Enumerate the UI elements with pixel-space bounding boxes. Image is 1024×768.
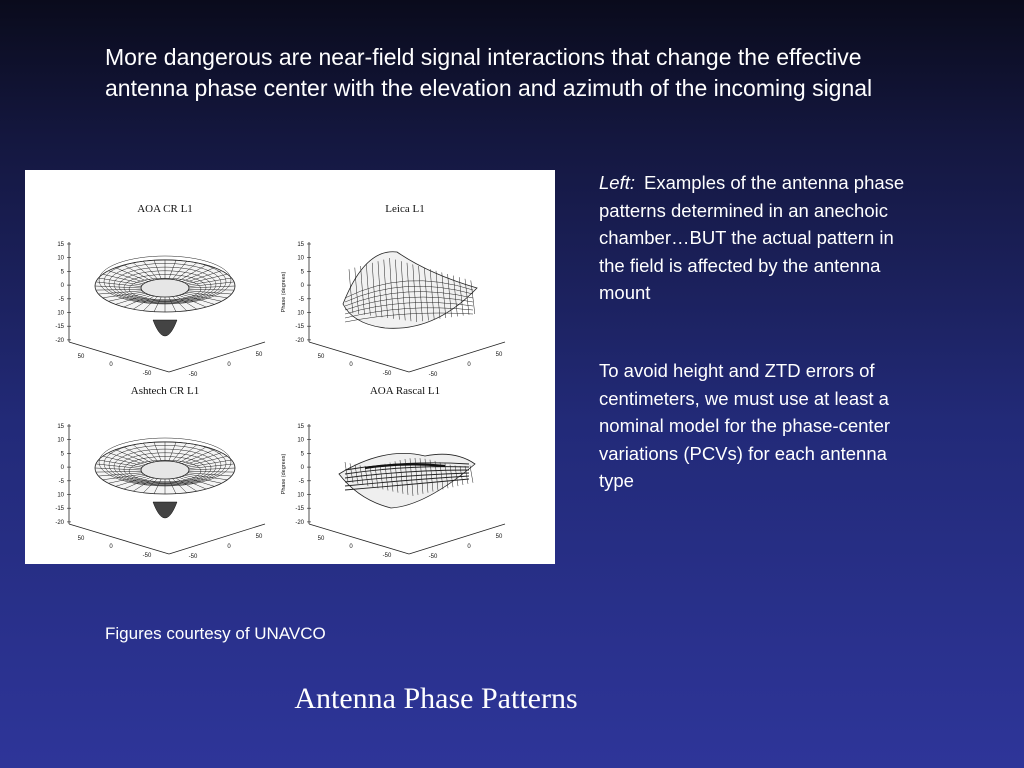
left-note-lead: Left: (599, 172, 635, 193)
phase-plot-title: AOA Rascal L1 (369, 385, 441, 397)
floor-axis-right (169, 342, 265, 372)
floor-axis-tick-label: 0 (467, 544, 471, 550)
floor-axis-tick-label: -50 (428, 554, 438, 560)
z-axis-tick-label: -20 (295, 519, 304, 526)
left-note-body: Examples of the antenna phase patterns determined in an anechoic chamber…BUT the actual pattern in the field is affected by the antenna mount (599, 172, 905, 303)
surface-cone (153, 502, 177, 518)
z-axis-tick-label: 15 (57, 242, 64, 248)
floor-axis-tick-label: -50 (382, 553, 392, 559)
left-note (599, 169, 924, 307)
floor-axis-tick-label: 0 (349, 362, 353, 368)
floor-axis-tick-label: -50 (382, 371, 392, 377)
floor-axis-tick-label: 50 (317, 536, 325, 542)
phase-plot-title: Leica L1 (385, 203, 425, 215)
floor-axis-right (409, 524, 505, 554)
z-axis-tick-label: -5 (298, 478, 304, 485)
z-axis-tick-label: -5 (58, 296, 64, 303)
surface-inner-ring (141, 461, 189, 479)
phase-plot-title: Ashtech CR L1 (130, 385, 200, 397)
z-axis-tick-label: -15 (295, 324, 304, 331)
floor-axis-tick-label: 50 (495, 352, 503, 358)
z-axis-tick-label: -5 (298, 296, 304, 303)
phase-surface-mesh (95, 256, 235, 336)
floor-axis-tick-label: 0 (349, 544, 353, 550)
z-axis-tick-label: 10 (57, 437, 64, 444)
z-axis-tick-label: -15 (55, 506, 64, 513)
z-axis-tick-label: 15 (57, 424, 64, 430)
floor-axis-tick-label: -50 (428, 372, 438, 378)
surface-meridian (471, 280, 475, 314)
floor-axis-right (409, 342, 505, 372)
surface-cone (153, 320, 177, 336)
surface-meridian (470, 466, 473, 483)
phase-plot-panel (281, 385, 505, 560)
floor-axis-tick-label: 50 (255, 534, 263, 540)
z-axis-tick-label: -5 (58, 478, 64, 485)
phase-pattern-figure (25, 170, 555, 564)
z-axis-tick-label: -15 (55, 324, 64, 331)
phase-surface-mesh (339, 453, 475, 508)
z-axis-tick-label: 15 (297, 242, 304, 248)
slide-title: Antenna Phase Patterns (294, 682, 578, 715)
z-axis-tick-label: 10 (57, 492, 64, 499)
floor-axis-tick-label: 50 (495, 534, 503, 540)
phase-pattern-plots (25, 170, 555, 564)
z-axis-tick-label: -20 (295, 337, 304, 344)
z-axis-tick-label: 10 (297, 310, 304, 317)
z-axis-tick-label: 5 (60, 451, 64, 458)
phase-plot-panel (281, 203, 505, 378)
floor-axis-tick-label: 0 (227, 544, 231, 550)
z-axis-tick-label: 0 (60, 465, 64, 472)
phase-plot-panel (55, 203, 265, 378)
z-axis-tick-label: -15 (295, 506, 304, 513)
figure-credit: Figures courtesy of UNAVCO (105, 624, 326, 643)
z-axis-tick-label: 10 (297, 437, 304, 444)
floor-axis-tick-label: -50 (142, 371, 152, 377)
z-axis-tick-label: 10 (297, 492, 304, 499)
z-axis-tick-label: 0 (60, 283, 64, 290)
z-axis-tick-label: 10 (57, 255, 64, 262)
z-axis-label: Phase (degrees) (281, 271, 287, 313)
z-axis-tick-label: 5 (300, 451, 304, 458)
floor-axis-tick-label: 50 (77, 354, 85, 360)
z-axis-tick-label: 5 (60, 269, 64, 276)
z-axis-tick-label: -20 (55, 519, 64, 526)
floor-axis-tick-label: -50 (188, 554, 198, 560)
z-axis-tick-label: 15 (297, 424, 304, 430)
z-axis-label: Phase (degrees) (281, 453, 287, 495)
floor-axis-tick-label: 50 (317, 354, 325, 360)
surface-inner-ring (141, 279, 189, 297)
z-axis-tick-label: 0 (300, 283, 304, 290)
phase-plot-title: AOA CR L1 (137, 203, 193, 215)
floor-axis-right (169, 524, 265, 554)
intro-text: More dangerous are near-field signal interactions that change the effective antenna phase center with the elevation and azimuth of the incoming signal (105, 44, 873, 101)
floor-axis-tick-label: 0 (109, 544, 113, 550)
z-axis-tick-label: -20 (55, 337, 64, 344)
floor-axis-tick-label: -50 (188, 372, 198, 378)
floor-axis-tick-label: 50 (77, 536, 85, 542)
floor-axis-tick-label: 50 (255, 352, 263, 358)
pcv-note: To avoid height and ZTD errors of centimeters, we must use at least a nominal model for the phase-center variations (PCVs) for each antenna type (599, 360, 891, 491)
floor-axis-tick-label: -50 (142, 553, 152, 559)
phase-surface-mesh (343, 252, 477, 329)
z-axis-tick-label: 0 (300, 465, 304, 472)
floor-axis-tick-label: 0 (109, 362, 113, 368)
floor-axis-tick-label: 0 (467, 362, 471, 368)
phase-surface-mesh (95, 438, 235, 518)
phase-plot-panel (55, 385, 265, 560)
z-axis-tick-label: 10 (297, 255, 304, 262)
z-axis-tick-label: 10 (57, 310, 64, 317)
z-axis-tick-label: 5 (300, 269, 304, 276)
floor-axis-tick-label: 0 (227, 362, 231, 368)
